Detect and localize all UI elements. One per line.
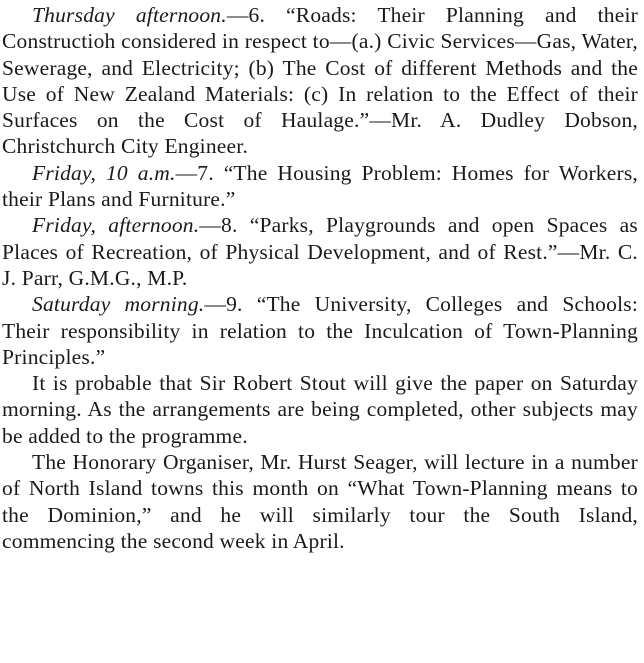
programme-item-6 [2,2,638,160]
programme-item-9 [2,291,638,370]
item-7-lead: Friday, 10 a.m. [32,160,176,185]
item-9-text: —9. “The University, Colleges and Schools: Their responsibility in relation to the Inculcation of Town-Planning Principles.” [2,292,638,369]
programme-item-8 [2,212,638,291]
paragraph-sir-robert-stout: It is probable that Sir Robert Stout will give the paper on Saturday morning. As the arrangements are being completed, other subjects may be added to the programme. [2,371,638,448]
item-8-lead: Friday, afternoon. [32,213,200,238]
item-6-lead: Thursday afternoon. [32,3,227,27]
programme-item-7 [2,160,638,213]
paragraph-honorary-organiser: The Honorary Organiser, Mr. Hurst Seager, will lecture in a number of North Island towns this month on “What Town-Planning means to the Dominion,” and he will similarly tour the South Island, commencing the second week in April. [2,450,638,553]
item-6-text: —6. “Roads: Their Planning and their Constructioh considered in respect to—(a.) Civic Services—Gas, Water, Sewerage, and Electricity; (b) The Cost of different Methods and the Use of New Zealand Materials: (c) In relation to the Effect of their Surfaces on the Cost of Haulage.”—Mr. A. Dudley Dobson, Christchurch City Engineer. [2,3,639,159]
item-7-text: —7. “The Housing Problem: Homes for Workers, their Plans and Furniture.” [2,160,639,212]
item-9-lead: Saturday morning. [32,292,205,317]
item-8-text: —8. “Parks, Playgrounds and open Spaces as Places of Recreation, of Physical Development, and of Rest.”—Mr. C. J. Parr, G.M.G., M.P. [2,213,638,290]
